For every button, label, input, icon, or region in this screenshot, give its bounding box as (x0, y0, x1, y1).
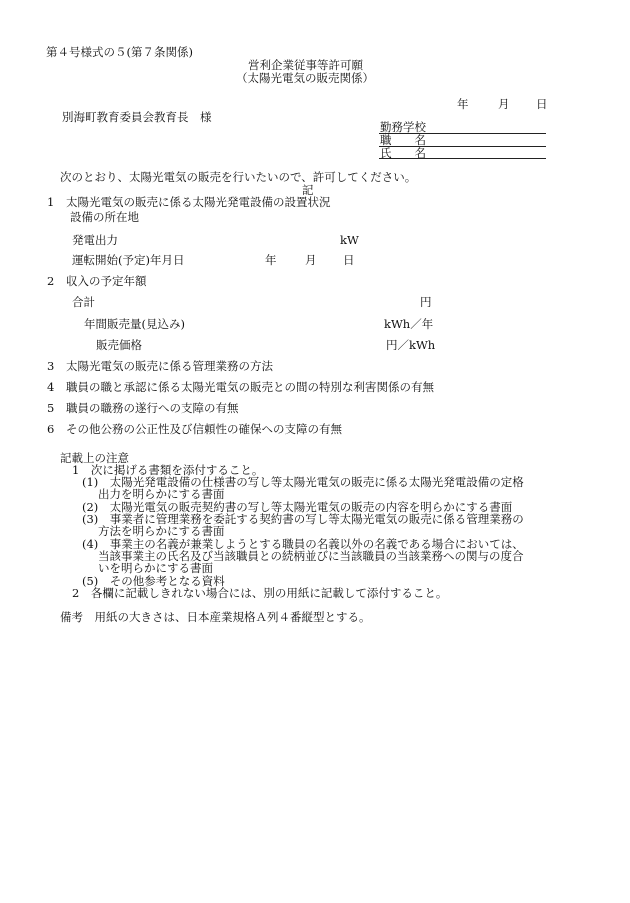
page-title: 営利企業従事等許可願 (248, 58, 363, 72)
school-label: 勤務学校 (380, 120, 426, 134)
note-2: 2 各欄に記載しきれない場合には、別の用紙に記載して添付すること。 (72, 586, 448, 600)
date-year: 年 (457, 97, 469, 111)
annual-sales-label: 年間販売量(見込み) (84, 317, 185, 331)
addressee: 別海町教育委員会教育長 様 (62, 110, 212, 124)
position-label: 職 名 (380, 133, 426, 147)
start-date-year: 年 (265, 253, 277, 267)
note-1: 1 次に掲げる書類を添付すること。 (72, 463, 264, 477)
equipment-location-label: 設備の所在地 (70, 210, 139, 224)
section-5-number: 5 (47, 401, 55, 415)
date-month: 月 (498, 97, 510, 111)
section-6-title: その他公務の公正性及び信頼性の確保への支障の有無 (66, 422, 342, 436)
section-3-number: 3 (47, 359, 55, 373)
power-output-unit: kW (340, 233, 359, 247)
section-1-number: 1 (47, 195, 55, 209)
name-underline (379, 158, 546, 159)
name-label: 氏 名 (380, 146, 426, 160)
page-subtitle: （太陽光電気の販売関係） (236, 71, 374, 85)
request-text: 次のとおり、太陽光電気の販売を行いたいので、許可してください。 (60, 170, 417, 184)
total-label: 合計 (72, 295, 95, 309)
note-1-3-cont: 方法を明らかにする書面 (98, 524, 225, 538)
date-day: 日 (536, 97, 548, 111)
section-3-title: 太陽光電気の販売に係る管理業務の方法 (66, 359, 273, 373)
note-1-2: (2) 太陽光電気の販売契約書の写し等太陽光電気の販売の内容を明らかにする書面 (82, 500, 513, 514)
note-1-3: (3) 事業者に管理業務を委託する契約書の写し等太陽光電気の販売に係る管理業務の (82, 512, 524, 526)
note-1-1: (1) 太陽光発電設備の仕様書の写し等太陽光電気の販売に係る太陽光発電設備の定格 (82, 475, 524, 489)
note-1-5: (5) その他参考となる資料 (82, 574, 225, 588)
note-1-1-cont: 出力を明らかにする書面 (98, 487, 225, 501)
start-date-day: 日 (343, 253, 355, 267)
section-2-number: 2 (47, 274, 55, 288)
total-unit: 円 (420, 295, 432, 309)
notes-heading: 記載上の注意 (60, 451, 129, 465)
power-output-label: 発電出力 (72, 233, 118, 247)
ki-label: 記 (302, 183, 314, 197)
sales-price-unit: 円／kWh (386, 338, 436, 352)
start-date-label: 運転開始(予定)年月日 (72, 253, 185, 267)
section-1-title: 太陽光電気の販売に係る太陽光発電設備の設置状況 (66, 195, 331, 209)
annual-sales-unit: kWh／年 (384, 317, 434, 331)
note-1-4-cont-b: いを明らかにする書面 (98, 561, 213, 575)
section-4-number: 4 (47, 380, 55, 394)
section-5-title: 職員の職務の遂行への支障の有無 (66, 401, 239, 415)
note-1-4: (4) 事業主の名義が兼業しようとする職員の名義以外の名義である場合においては、 (82, 537, 524, 551)
remark: 備考 用紙の大きさは、日本産業規格Ａ列４番縦型とする。 (60, 610, 371, 624)
section-4-title: 職員の職と承認に係る太陽光電気の販売との間の特別な利害関係の有無 (66, 380, 434, 394)
start-date-month: 月 (305, 253, 317, 267)
sales-price-label: 販売価格 (96, 338, 142, 352)
note-1-4-cont-a: 当該事業主の氏名及び当該職員との続柄並びに当該職員の当該業務への関与の度合 (98, 549, 524, 563)
form-number: 第４号様式の５(第７条関係) (46, 45, 193, 59)
section-2-title: 収入の予定年額 (66, 274, 147, 288)
section-6-number: 6 (47, 422, 55, 436)
